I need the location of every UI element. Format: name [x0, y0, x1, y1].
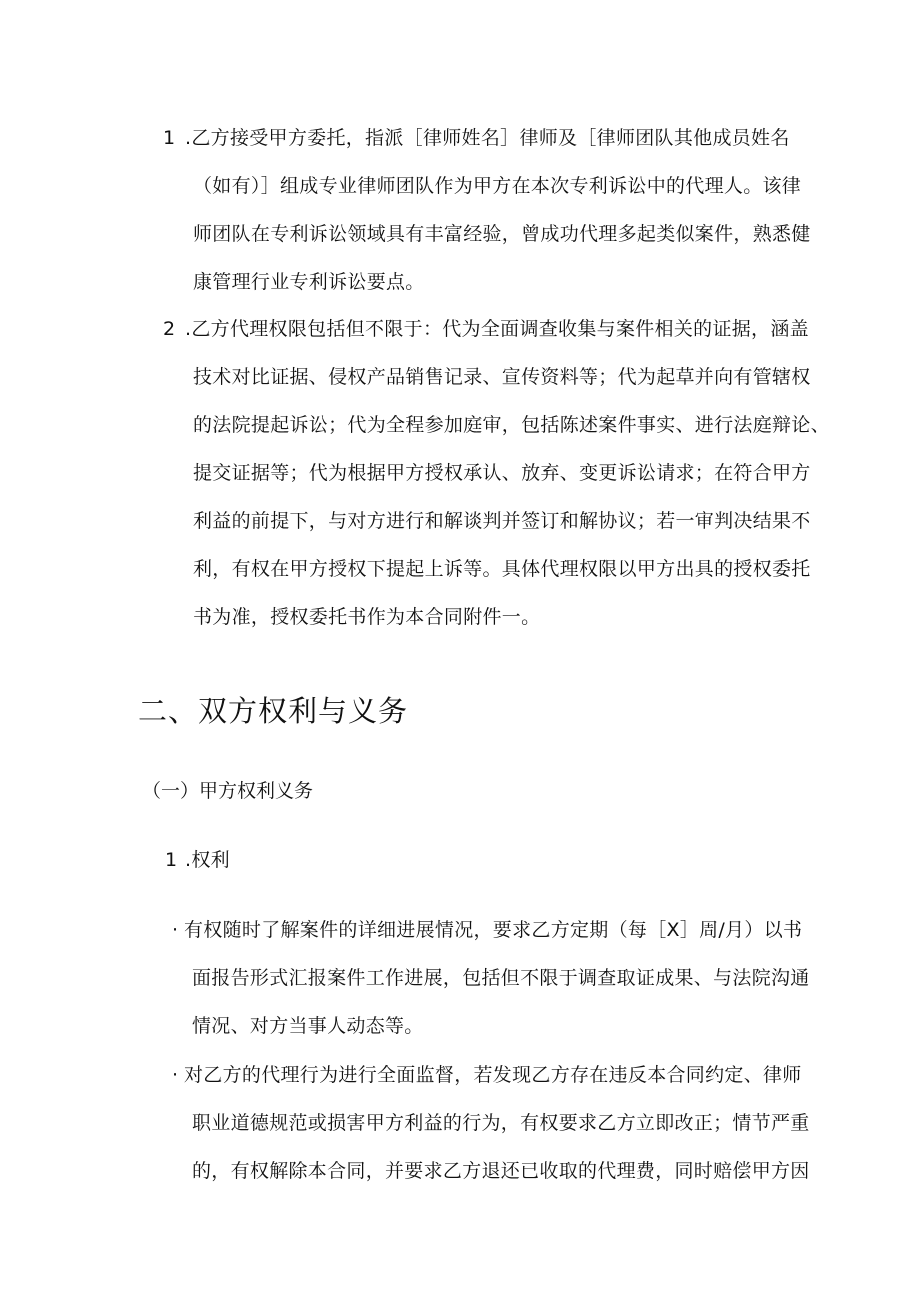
paragraph-line: 利，有权在甲方授权下提起上诉等。具体代理权限以甲方出具的授权委托 [193, 558, 811, 580]
sub-item-label: .权利 [185, 849, 230, 871]
bullet-line: 对乙方的代理行为进行全面监督，若发现乙方存在违反本合同约定、律师 [184, 1064, 802, 1086]
bullet-line: 职业道德规范或损害甲方利益的行为，有权要求乙方立即改正；情节严重 [192, 1112, 810, 1134]
paragraph-line: 师团队在专利诉讼领域具有丰富经验，曾成功代理多起类似案件，熟悉健 [193, 223, 811, 245]
bullet-line: 情况、对方当事人动态等。 [192, 1015, 424, 1037]
paragraph-line: 康管理行业专利诉讼要点。 [193, 271, 425, 293]
paragraph-line: 的法院提起诉讼；代为全程参加庭审，包括陈述案件事实、进行法庭辩论、 [193, 414, 830, 436]
paragraph-line: 提交证据等；代为根据甲方授权承认、放弃、变更诉讼请求；在符合甲方 [193, 462, 811, 484]
bullet-line: 面报告形式汇报案件工作进展，包括但不限于调查取证成果、与法院沟通 [192, 967, 810, 989]
paragraph-line: 书为准，授权委托书作为本合同附件一。 [193, 606, 541, 628]
section-heading: 二、双方权利与义务 [138, 694, 409, 728]
bullet-marker: · [172, 1064, 179, 1086]
paragraph-line: 技术对比证据、侵权产品销售记录、宣传资料等；代为起草并向有管辖权 [193, 366, 811, 388]
bullet-line: 有权随时了解案件的详细进展情况，要求乙方定期（每［X］周/月）以书 [184, 919, 803, 941]
subsection-heading: （一）甲方权利义务 [142, 780, 314, 802]
paragraph-line: .乙方接受甲方委托，指派［律师姓名］律师及［律师团队其他成员姓名 [185, 127, 790, 149]
paragraph-number: 2 [163, 318, 176, 340]
bullet-marker: · [172, 919, 179, 941]
paragraph-line: 利益的前提下，与对方进行和解谈判并签订和解协议；若一审判决结果不 [193, 510, 811, 532]
bullet-line: 的，有权解除本合同，并要求乙方退还已收取的代理费，同时赔偿甲方因 [192, 1160, 810, 1182]
sub-item-number: 1 [165, 849, 178, 871]
paragraph-line: .乙方代理权限包括但不限于：代为全面调查收集与案件相关的证据，涵盖 [185, 318, 809, 340]
paragraph-line: （如有）］组成专业律师团队作为甲方在本次专利诉讼中的代理人。该律 [193, 175, 802, 197]
paragraph-number: 1 [163, 127, 176, 149]
